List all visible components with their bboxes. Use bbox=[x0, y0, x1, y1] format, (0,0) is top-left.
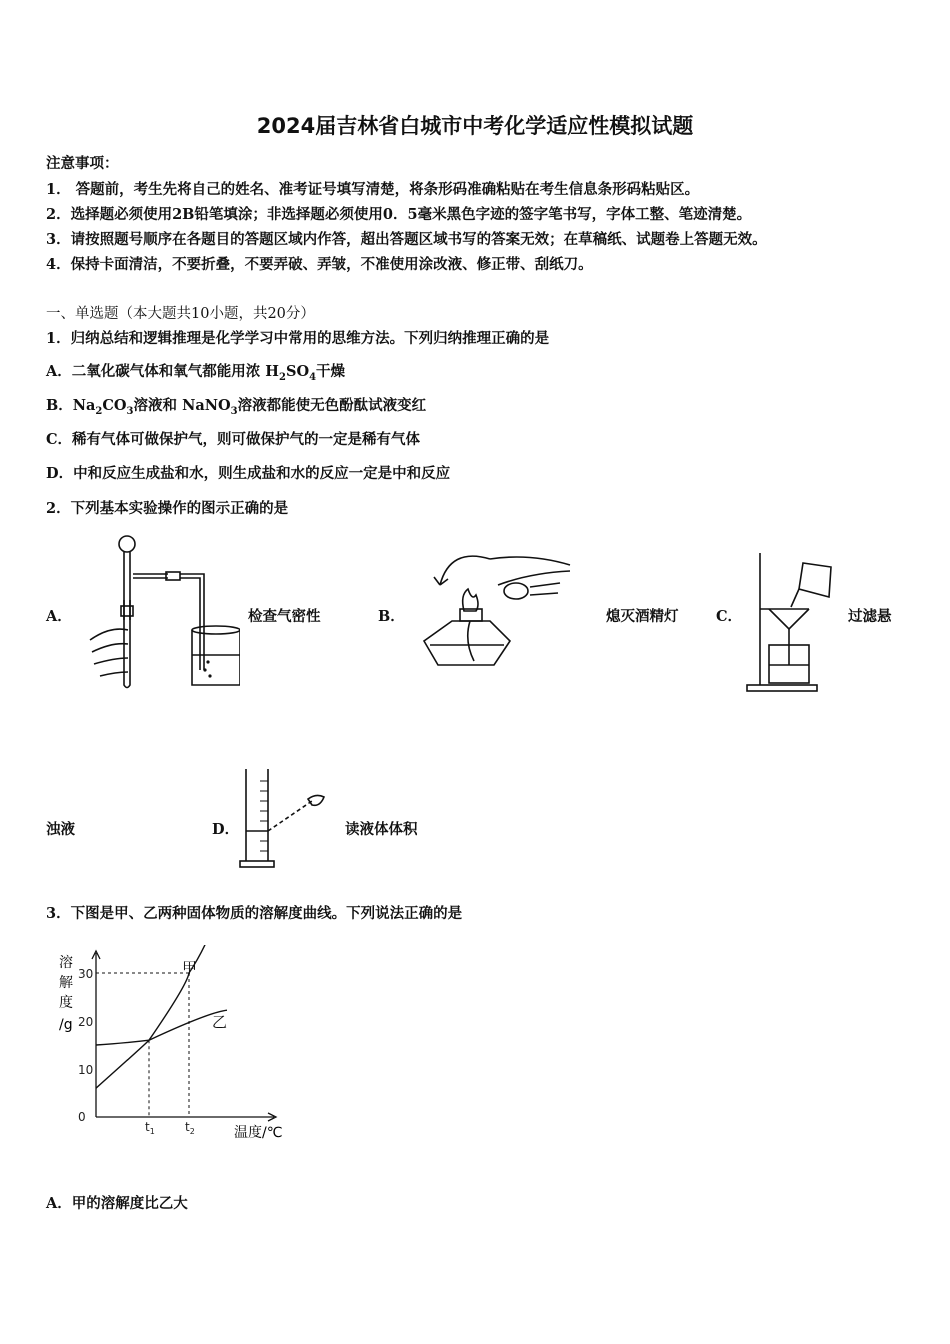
notice-item-1: 1． 答题前，考生先将自己的姓名、准考证号填写清楚，将条形码准确粘贴在考生信息条形码粘贴区。 bbox=[46, 181, 700, 198]
q2-option-a-text: 检查气密性 bbox=[248, 608, 321, 625]
q3-option-a: A．甲的溶解度比乙大 bbox=[46, 1195, 188, 1212]
q2-option-c-letter: C． bbox=[716, 608, 743, 625]
solubility-chart bbox=[56, 945, 306, 1145]
y-label-3: 度 bbox=[59, 995, 73, 1011]
y-tick-0: 0 bbox=[78, 1110, 86, 1124]
notice-item-4: 4．保持卡面清洁，不要折叠，不要弄破、弄皱，不准使用涂改液、修正带、刮纸刀。 bbox=[46, 256, 593, 273]
q2-option-b-letter: B． bbox=[378, 608, 405, 625]
q2-option-c-continued: 浊液 bbox=[46, 821, 75, 838]
q1-option-b: B．$Na_2CO_3$溶液和 NaNO$_3$溶液都能使无色酚酞试液变红 bbox=[46, 397, 427, 417]
section-heading: 一、单选题（本大题共10小题，共20分） bbox=[46, 306, 315, 322]
q1-option-c: C．稀有气体可做保护气，则可做保护气的一定是稀有气体 bbox=[46, 431, 421, 448]
airtightness-check-figure bbox=[80, 530, 240, 695]
series-yi-label: 乙 bbox=[212, 1013, 228, 1031]
series-yi-line bbox=[96, 1010, 227, 1045]
q1-option-a: A．二氧化碳气体和氧气都能用浓 $H_2SO_4$干燥 bbox=[46, 363, 346, 383]
q3-stem: 3．下图是甲、乙两种固体物质的溶解度曲线。下列说法正确的是 bbox=[46, 905, 463, 922]
alcohol-lamp-figure bbox=[420, 545, 580, 685]
q2-option-d-letter: D． bbox=[212, 821, 240, 838]
y-tick-10: 10 bbox=[78, 1063, 94, 1077]
notice-item-2: 2．选择题必须使用2B铅笔填涂；非选择题必须使用0．5毫米黑色字迹的签字笔书写，字体工整、笔迹清楚。 bbox=[46, 206, 752, 223]
q1-option-d: D．中和反应生成盐和水，则生成盐和水的反应一定是中和反应 bbox=[46, 465, 451, 482]
x-axis-label: 温度/℃ bbox=[234, 1125, 283, 1141]
series-jia-label: 甲 bbox=[182, 959, 198, 977]
q2-option-b-text: 熄灭酒精灯 bbox=[606, 608, 679, 625]
q2-stem: 2．下列基本实验操作的图示正确的是 bbox=[46, 500, 289, 517]
page-title: 2024届吉林省白城市中考化学适应性模拟试题 bbox=[256, 114, 694, 138]
y-tick-30: 30 bbox=[78, 967, 94, 981]
notice-heading: 注意事项： bbox=[46, 155, 119, 172]
y-label-2: 解 bbox=[59, 975, 73, 991]
q2-option-a-letter: A． bbox=[46, 608, 72, 625]
graduated-cylinder-figure bbox=[236, 765, 336, 875]
filtration-figure bbox=[745, 553, 845, 693]
y-label-4: /g bbox=[59, 1017, 73, 1033]
q2-option-d-text: 读液体体积 bbox=[345, 821, 418, 838]
x-tick-t1: $t_1$ bbox=[145, 1120, 155, 1136]
q1-stem: 1．归纳总结和逻辑推理是化学学习中常用的思维方法。下列归纳推理正确的是 bbox=[46, 330, 550, 347]
q2-option-c-text: 过滤悬 bbox=[848, 608, 892, 625]
notice-item-3: 3．请按照题号顺序在各题目的答题区域内作答，超出答题区域书写的答案无效；在草稿纸、试题卷上答题无效。 bbox=[46, 231, 767, 248]
y-tick-20: 20 bbox=[78, 1015, 94, 1029]
y-label-1: 溶 bbox=[59, 955, 73, 971]
x-tick-t2: $t_2$ bbox=[185, 1120, 195, 1136]
